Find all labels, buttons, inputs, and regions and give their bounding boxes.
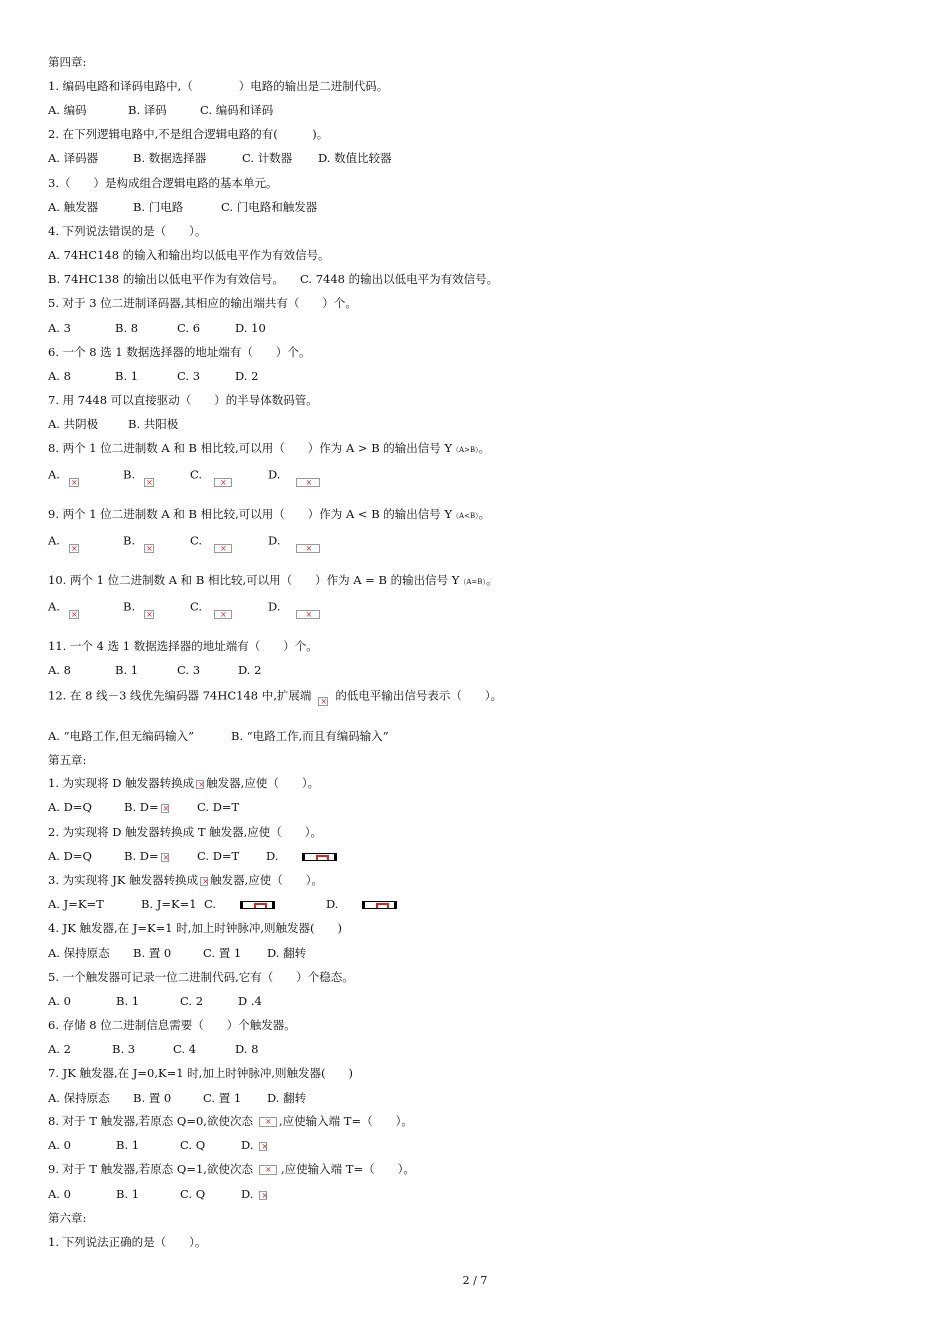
option-c: C. D=T bbox=[197, 849, 240, 863]
option-b: B. 1 bbox=[115, 369, 139, 383]
page-number: 2 / 7 bbox=[462, 1274, 488, 1287]
chapter-5-heading: 第五章: bbox=[48, 753, 87, 767]
broken-image-icon bbox=[259, 1165, 277, 1175]
option-d: D.× bbox=[241, 1186, 267, 1202]
option-c: C. D=T bbox=[197, 800, 240, 814]
chapter-4-heading: 第四章: bbox=[48, 55, 87, 69]
broken-image-icon bbox=[161, 804, 169, 813]
broken-image-icon bbox=[259, 1142, 267, 1151]
question-5-2: 2. 为实现将 D 触发器转换成 T 触发器,应使（ ）。 bbox=[48, 825, 323, 839]
question-5-9: 9. 对于 T 触发器,若原态 Q=1,欲使次态× ,应使输入端 T=（ ）。 bbox=[48, 1161, 415, 1177]
option-4-4-a: A. 74HC148 的输入和输出均以低电平作为有效信号。 bbox=[48, 248, 330, 262]
option-d: D. 10 bbox=[235, 321, 266, 335]
option-a: A. 保持原态 bbox=[48, 1091, 110, 1105]
option-a: A. 0 bbox=[48, 994, 71, 1008]
option-a: A. 2 bbox=[48, 1042, 71, 1056]
option-b: B. 置 0 bbox=[133, 946, 172, 960]
broken-image-icon bbox=[196, 780, 204, 789]
option-b: B. 8 bbox=[115, 321, 139, 335]
question-5-3: 3. 为实现将 JK 触发器转换成× 触发器,应使（ ）。 bbox=[48, 872, 323, 888]
option-b: B. 置 0 bbox=[133, 1091, 172, 1105]
option-d: D. 8 bbox=[235, 1042, 259, 1056]
option-a: A. “电路工作,但无编码输入” bbox=[48, 729, 195, 743]
option-c: C. 6 bbox=[177, 321, 201, 335]
broken-image-icon bbox=[259, 1191, 267, 1200]
question-4-8: 8. 两个 1 位二进制数 A 和 B 相比较,可以用（ ）作为 A > B 的输出信号 Y（A>B）。 bbox=[48, 441, 491, 455]
option-c: C.× bbox=[190, 596, 232, 619]
option-a: A. J=K=T bbox=[48, 897, 104, 911]
option-c: C.× bbox=[190, 530, 232, 553]
option-c: C. 编码和译码 bbox=[200, 103, 274, 117]
question-4-10: 10. 两个 1 位二进制数 A 和 B 相比较,可以用（ ）作为 A = B 的输出信号 Y（A=B）。 bbox=[48, 573, 498, 587]
question-4-7: 7. 用 7448 可以直接驱动（ ）的半导体数码管。 bbox=[48, 393, 318, 407]
chapter-6-heading: 第六章: bbox=[48, 1211, 87, 1225]
option-a: A. 8 bbox=[48, 369, 71, 383]
broken-image-icon bbox=[296, 610, 320, 619]
option-c: C. 3 bbox=[177, 663, 201, 677]
option-a: A. 触发器 bbox=[48, 200, 99, 214]
question-4-2: 2. 在下列逻辑电路中,不是组合逻辑电路的有( )。 bbox=[48, 127, 329, 141]
broken-image-icon bbox=[144, 478, 154, 487]
option-d: D. 数值比较器 bbox=[318, 151, 392, 165]
option-a: A. D=Q bbox=[48, 849, 92, 863]
option-c: C. 7448 的输出以低电平为有效信号。 bbox=[300, 272, 499, 286]
question-4-4: 4. 下列说法错误的是（ ）。 bbox=[48, 224, 207, 238]
broken-image-icon bbox=[144, 610, 154, 619]
waveform-image-icon bbox=[362, 901, 397, 909]
option-b: B. D=× bbox=[124, 799, 169, 815]
broken-image-icon bbox=[296, 544, 320, 553]
question-4-9: 9. 两个 1 位二进制数 A 和 B 相比较,可以用（ ）作为 A < B 的输出信号 Y（A<B）。 bbox=[48, 507, 491, 521]
option-c: C.× bbox=[190, 464, 232, 487]
broken-image-icon bbox=[200, 877, 208, 886]
question-5-8: 8. 对于 T 触发器,若原态 Q=0,欲使次态× ,应使输入端 T=（ ）。 bbox=[48, 1113, 413, 1129]
option-b: B. J=K=1 bbox=[141, 897, 197, 911]
option-d: D. 翻转 bbox=[267, 946, 307, 960]
option-b: B. 1 bbox=[115, 663, 139, 677]
broken-image-icon bbox=[318, 697, 328, 706]
broken-image-icon bbox=[214, 478, 232, 487]
question-6-1: 1. 下列说法正确的是（ ）。 bbox=[48, 1235, 207, 1249]
option-b: B.× bbox=[123, 530, 154, 553]
option-d: D.× bbox=[241, 1137, 267, 1153]
question-5-5: 5. 一个触发器可记录一位二进制代码,它有（ ）个稳态。 bbox=[48, 970, 354, 984]
broken-image-icon bbox=[161, 853, 169, 862]
option-d: D. bbox=[266, 848, 337, 864]
option-b: B. “电路工作,而且有编码输入” bbox=[231, 729, 389, 743]
option-b: B. 3 bbox=[112, 1042, 136, 1056]
question-4-1: 1. 编码电路和译码电路中,（ ）电路的输出是二进制代码。 bbox=[48, 79, 389, 93]
option-a: A. 编码 bbox=[48, 103, 87, 117]
broken-image-icon bbox=[69, 544, 79, 553]
option-a: A. D=Q bbox=[48, 800, 92, 814]
option-a: A. 0 bbox=[48, 1187, 71, 1201]
option-a: A.× bbox=[48, 596, 79, 619]
option-b: B. 1 bbox=[116, 994, 140, 1008]
broken-image-icon bbox=[296, 478, 320, 487]
option-b: B. 门电路 bbox=[133, 200, 184, 214]
option-a: A. 8 bbox=[48, 663, 71, 677]
option-d: D. 2 bbox=[235, 369, 259, 383]
option-a: A.× bbox=[48, 464, 79, 487]
option-a: A. 3 bbox=[48, 321, 71, 335]
broken-image-icon bbox=[69, 610, 79, 619]
option-c: C. bbox=[204, 896, 275, 912]
question-4-12: 12. 在 8 线－3 线优先编码器 74HC148 中,扩展端× 的低电平输出信号表示（ ）。 bbox=[48, 687, 502, 706]
option-b: B. 1 bbox=[116, 1187, 140, 1201]
option-d: D.× bbox=[268, 596, 320, 619]
waveform-image-icon bbox=[302, 853, 337, 861]
option-a: A. 保持原态 bbox=[48, 946, 110, 960]
question-4-5: 5. 对于 3 位二进制译码器,其相应的输出端共有（ ）个。 bbox=[48, 296, 357, 310]
option-b: B. 74HC138 的输出以低电平作为有效信号。 bbox=[48, 272, 284, 286]
option-c: C. 计数器 bbox=[242, 151, 293, 165]
option-a: A.× bbox=[48, 530, 79, 553]
option-b: B. 1 bbox=[116, 1138, 140, 1152]
option-d: D. 2 bbox=[238, 663, 262, 677]
option-a: A. 共阴极 bbox=[48, 417, 99, 431]
option-a: A. 译码器 bbox=[48, 151, 99, 165]
broken-image-icon bbox=[144, 544, 154, 553]
broken-image-icon bbox=[69, 478, 79, 487]
option-b: B. 共阳极 bbox=[128, 417, 179, 431]
question-4-11: 11. 一个 4 选 1 数据选择器的地址端有（ ）个。 bbox=[48, 639, 318, 653]
option-b: B. 数据选择器 bbox=[133, 151, 207, 165]
question-5-6: 6. 存储 8 位二进制信息需要（ ）个触发器。 bbox=[48, 1018, 296, 1032]
option-a: A. 0 bbox=[48, 1138, 71, 1152]
broken-image-icon bbox=[259, 1117, 277, 1127]
option-c: C. 置 1 bbox=[203, 1091, 242, 1105]
option-d: D. 翻转 bbox=[267, 1091, 307, 1105]
option-c: C. 3 bbox=[177, 369, 201, 383]
option-d: D.× bbox=[268, 530, 320, 553]
broken-image-icon bbox=[214, 544, 232, 553]
option-b: B. D=× bbox=[124, 848, 169, 864]
question-5-7: 7. JK 触发器,在 J=0,K=1 时,加上时钟脉冲,则触发器( ) bbox=[48, 1066, 353, 1080]
option-d: D .4 bbox=[238, 994, 262, 1008]
option-d: D.× bbox=[268, 464, 320, 487]
broken-image-icon bbox=[214, 610, 232, 619]
option-b: B.× bbox=[123, 596, 154, 619]
waveform-image-icon bbox=[240, 901, 275, 909]
question-5-1: 1. 为实现将 D 触发器转换成× 触发器,应使（ ）。 bbox=[48, 775, 319, 791]
question-4-3: 3.（ ）是构成组合逻辑电路的基本单元。 bbox=[48, 176, 278, 190]
option-c: C. 门电路和触发器 bbox=[221, 200, 318, 214]
option-c: C. 4 bbox=[173, 1042, 197, 1056]
option-b: B. 译码 bbox=[128, 103, 167, 117]
option-c: C. Q bbox=[180, 1187, 206, 1201]
option-c: C. 置 1 bbox=[203, 946, 242, 960]
option-c: C. 2 bbox=[180, 994, 204, 1008]
option-c: C. Q bbox=[180, 1138, 206, 1152]
option-b: B.× bbox=[123, 464, 154, 487]
question-5-4: 4. JK 触发器,在 J=K=1 时,加上时钟脉冲,则触发器( ) bbox=[48, 921, 343, 935]
question-4-6: 6. 一个 8 选 1 数据选择器的地址端有（ ）个。 bbox=[48, 345, 311, 359]
option-d: D. bbox=[326, 896, 397, 912]
